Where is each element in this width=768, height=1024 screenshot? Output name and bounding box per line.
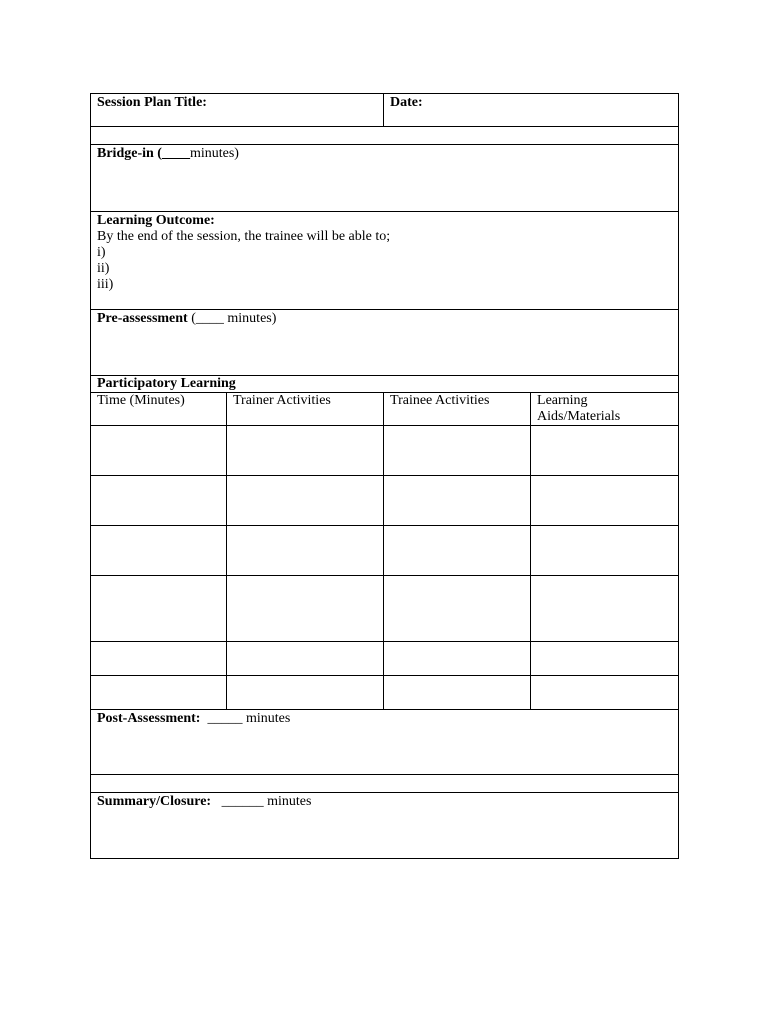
summary-closure-label: Summary/Closure:	[97, 794, 212, 809]
trainee-activities-cell[interactable]	[384, 426, 531, 476]
trainee-activities-cell[interactable]	[384, 642, 531, 676]
learning-aids-cell[interactable]	[531, 576, 679, 642]
participatory-learning-row	[91, 376, 679, 393]
post-assessment-row	[91, 710, 679, 775]
bridge-in-suffix: minutes)	[189, 146, 239, 161]
learning-outcome-item: ii)	[97, 261, 110, 276]
learning-outcome-label: Learning Outcome:	[97, 213, 215, 228]
trainer-activities-cell[interactable]	[227, 642, 384, 676]
trainee-activities-cell[interactable]	[384, 576, 531, 642]
bridge-in-label: Bridge-in (	[97, 146, 162, 161]
column-header-learning-aids: Learning Aids/Materials	[531, 393, 679, 426]
spacer-row	[91, 127, 679, 145]
learning-outcome-cell[interactable]	[91, 212, 679, 310]
summary-closure-row	[91, 793, 679, 859]
participatory-learning-label: Participatory Learning	[97, 376, 236, 391]
learning-outcome-row	[91, 212, 679, 310]
spacer-row	[91, 775, 679, 793]
session-plan-form	[90, 93, 679, 859]
trainer-activities-cell[interactable]	[227, 526, 384, 576]
post-assessment-cell[interactable]	[91, 710, 679, 775]
bridge-in-row	[91, 145, 679, 212]
trainer-activities-cell[interactable]	[227, 476, 384, 526]
learning-aids-cell[interactable]	[531, 426, 679, 476]
table-row	[91, 476, 679, 526]
session-plan-title-cell[interactable]	[91, 94, 384, 127]
time-cell[interactable]	[91, 642, 227, 676]
learning-aids-cell[interactable]	[531, 676, 679, 710]
table-row	[91, 576, 679, 642]
learning-outcome-intro: By the end of the session, the trainee will be able to;	[97, 229, 391, 244]
participatory-learning-cell	[91, 376, 679, 393]
column-header-trainer-activities: Trainer Activities	[227, 393, 384, 426]
trainer-activities-cell[interactable]	[227, 426, 384, 476]
post-assessment-suffix: _____ minutes	[200, 711, 291, 726]
table-row	[91, 426, 679, 476]
summary-closure-cell[interactable]	[91, 793, 679, 859]
table-row	[91, 642, 679, 676]
time-cell[interactable]	[91, 426, 227, 476]
spacer-cell	[91, 127, 679, 145]
date-cell[interactable]	[384, 94, 679, 127]
column-header-trainee-activities: Trainee Activities	[384, 393, 531, 426]
activities-header-row	[91, 393, 679, 426]
column-header-time: Time (Minutes)	[91, 393, 227, 426]
session-plan-title-label: Session Plan Title:	[97, 95, 207, 110]
trainer-activities-cell[interactable]	[227, 676, 384, 710]
time-cell[interactable]	[91, 576, 227, 642]
trainee-activities-cell[interactable]	[384, 676, 531, 710]
table-row	[91, 526, 679, 576]
table-row	[91, 676, 679, 710]
time-cell[interactable]	[91, 676, 227, 710]
post-assessment-label: Post-Assessment:	[97, 711, 201, 726]
trainer-activities-cell[interactable]	[227, 576, 384, 642]
summary-closure-suffix: ______ minutes	[211, 794, 312, 809]
pre-assessment-cell[interactable]	[91, 310, 679, 376]
pre-assessment-row	[91, 310, 679, 376]
trainee-activities-cell[interactable]	[384, 526, 531, 576]
bridge-in-blank: ____	[161, 146, 190, 161]
learning-aids-cell[interactable]	[531, 526, 679, 576]
learning-outcome-item: iii)	[97, 277, 114, 292]
time-cell[interactable]	[91, 476, 227, 526]
header-row	[91, 94, 679, 127]
spacer-cell	[91, 775, 679, 793]
learning-outcome-item: i)	[97, 245, 106, 260]
time-cell[interactable]	[91, 526, 227, 576]
pre-assessment-label: Pre-assessment	[97, 311, 188, 326]
learning-aids-cell[interactable]	[531, 642, 679, 676]
learning-aids-cell[interactable]	[531, 476, 679, 526]
bridge-in-cell[interactable]	[91, 145, 679, 212]
date-label: Date:	[390, 95, 423, 110]
trainee-activities-cell[interactable]	[384, 476, 531, 526]
pre-assessment-suffix: (____ minutes)	[187, 311, 277, 326]
